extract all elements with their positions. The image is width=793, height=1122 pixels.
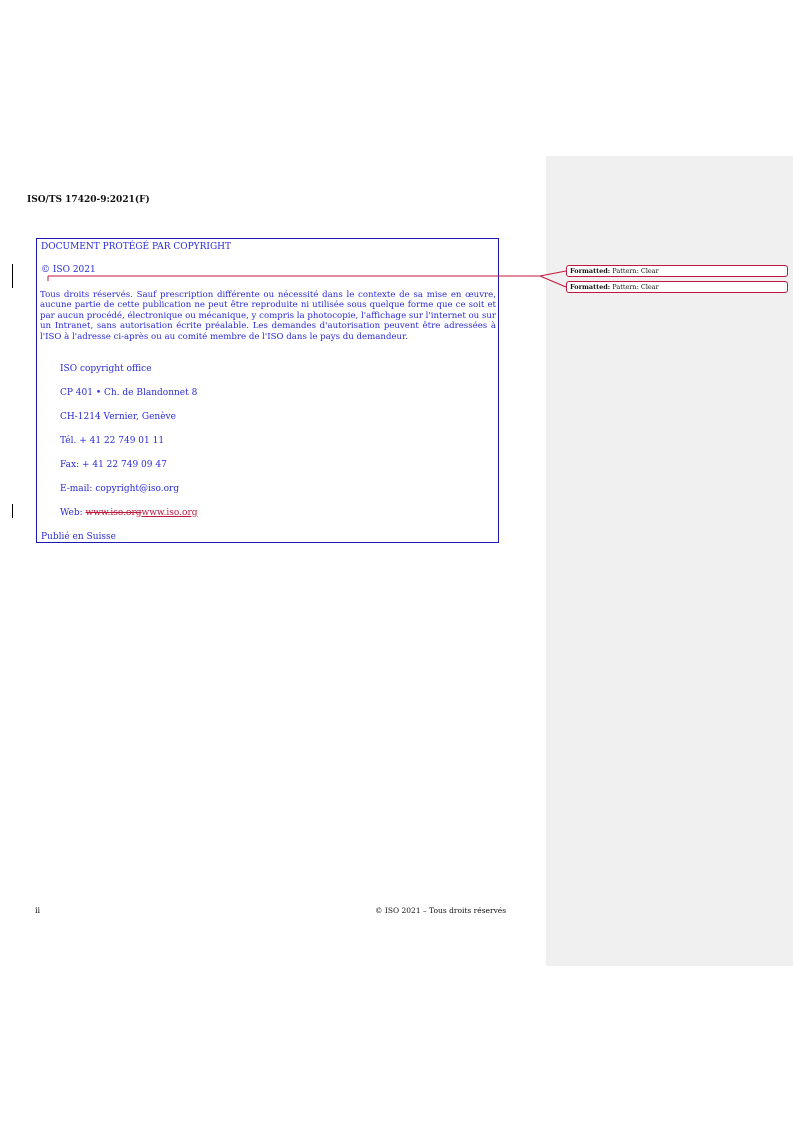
comment-text: Pattern: Clear [610, 283, 659, 291]
copyright-paragraph: Tous droits réservés. Sauf prescription différente ou nécessité dans le contexte de sa mise en œuvre, aucune partie de cette publication ne peut être reproduite ni utilisée sous quelque forme que ce soit et par aucun procédé, électronique ou mécanique, y compris la photocopie, l'affichage sur l'internet ou sur un Intranet, sans autorisation écrite préalable. Les demandes d'autorisation peuvent être adressées à l'ISO à l'adresse ci-après ou au comité membre de l'ISO dans le pays du demandeur. [40, 290, 497, 342]
connector-line [540, 271, 566, 276]
document-header-id: ISO/TS 17420-9:2021(F) [27, 195, 150, 205]
office-city: CH-1214 Vernier, Genève [60, 412, 176, 422]
office-address: CP 401 • Ch. de Blandonnet 8 [60, 388, 198, 398]
footer-copyright: © ISO 2021 – Tous droits réservés [375, 906, 507, 915]
footer-page-number: ii [35, 906, 41, 915]
office-name: ISO copyright office [60, 364, 152, 374]
comment-text: Pattern: Clear [610, 267, 659, 275]
comment-label: Formatted: [570, 267, 611, 275]
connector-line [540, 276, 566, 287]
office-fax: Fax: + 41 22 749 09 47 [60, 460, 167, 470]
web-deleted-link[interactable]: www.iso.org [85, 508, 142, 518]
comment-balloon[interactable] [566, 265, 788, 277]
comment-balloon[interactable] [566, 281, 788, 293]
web-label: Web: [60, 508, 86, 518]
web-inserted-link[interactable]: www.iso.org [141, 508, 198, 518]
office-telephone: Tél. + 41 22 749 01 11 [60, 436, 165, 446]
copyright-notice: © ISO 2021 [41, 265, 96, 275]
comment-label: Formatted: [570, 283, 611, 291]
published-in: Publié en Suisse [41, 532, 116, 542]
copyright-title: DOCUMENT PROTÉGÉ PAR COPYRIGHT [41, 242, 231, 252]
office-email: E-mail: copyright@iso.org [60, 484, 180, 494]
